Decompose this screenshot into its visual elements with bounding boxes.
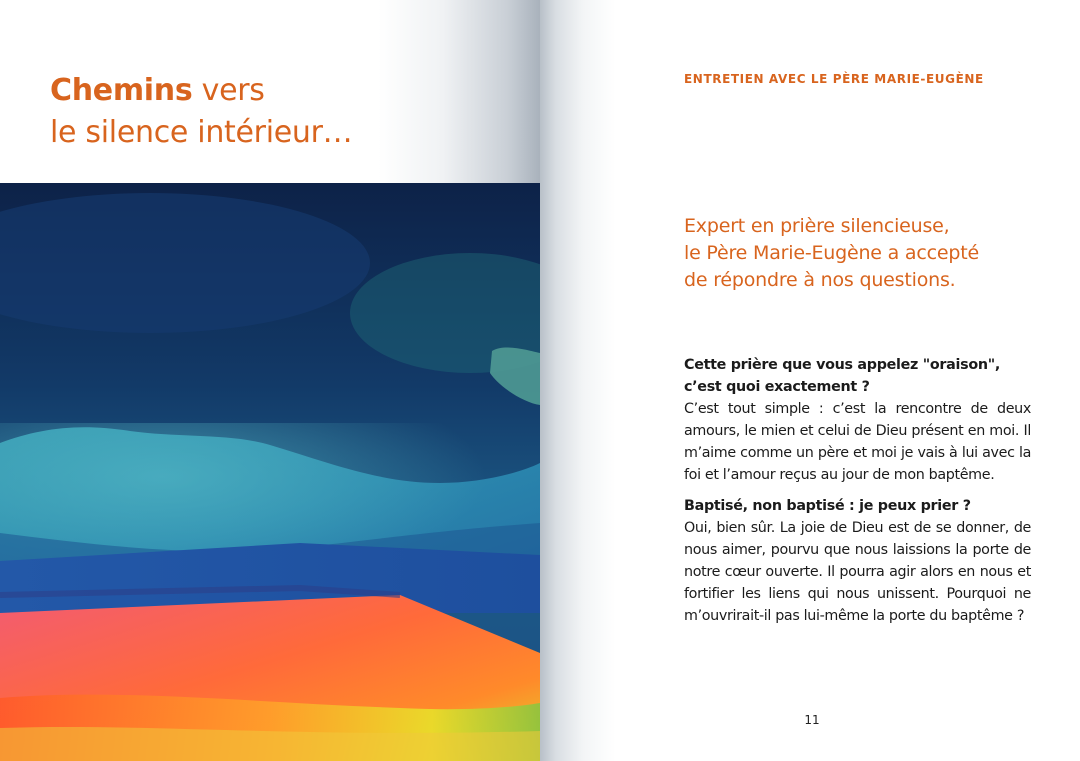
qa-item [684, 354, 1031, 486]
question: Cette prière que vous appelez "oraison", c’est quoi exactement ? [684, 357, 1000, 395]
title-bold-word: Chemins [50, 73, 193, 108]
qa-item [684, 495, 1031, 627]
title-rest: vers [192, 73, 265, 108]
page-title [50, 70, 352, 154]
section-label: ENTRETIEN AVEC LE PÈRE MARIE-EUGÈNE [684, 72, 984, 86]
title-line-2: le silence intérieur… [50, 115, 353, 150]
right-page [540, 0, 1080, 761]
title-line-1 [50, 70, 352, 112]
abstract-painting-image [0, 183, 540, 761]
lead-line: Expert en prière silencieuse, [684, 215, 950, 237]
lead-line: de répondre à nos questions. [684, 269, 956, 291]
answer: Oui, bien sûr. La joie de Dieu est de se donner, de nous aimer, pourvu que nous laissions la porte de notre cœur ouverte. Il pourra agir alors en nous et fortifier les liens qui nous unissent. Pourquoi ne m’ouvrirait-il pas lui-même la porte du baptême ? [684, 520, 1031, 624]
lead-line: le Père Marie-Eugène a accepté [684, 242, 979, 264]
interview-qa [684, 354, 1031, 636]
lead-paragraph [684, 213, 1064, 294]
page-number: 11 [804, 713, 820, 727]
question: Baptisé, non baptisé : je peux prier ? [684, 498, 971, 514]
answer: C’est tout simple : c’est la rencontre de deux amours, le mien et celui de Dieu présent en moi. Il m’aime comme un père et moi je vais à lui avec la foi et l’amour reçus au jour de mon baptême. [684, 401, 1031, 483]
